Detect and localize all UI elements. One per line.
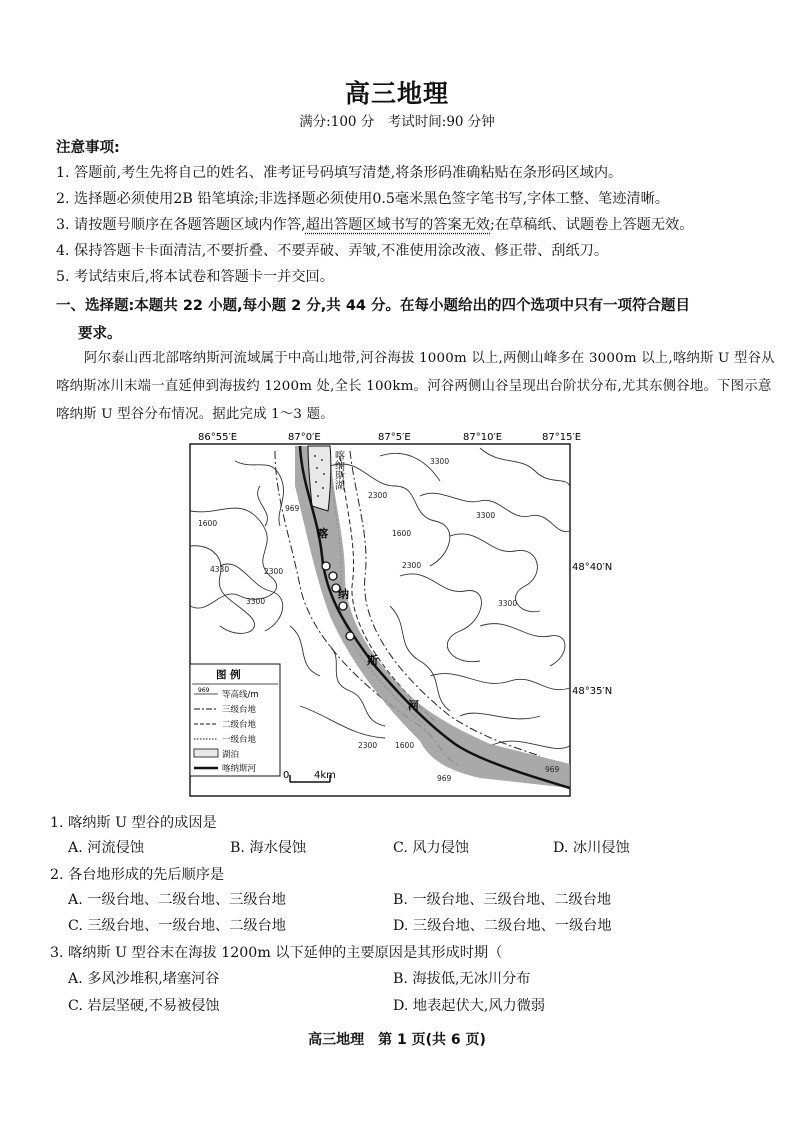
contour-label: 1600 <box>198 519 218 528</box>
map-legend <box>190 664 280 776</box>
note-2: 2. 选择题必须使用2B 铅笔填涂;非选择题必须使用0.5毫米黑色签字笔书写,字体工整、笔迹清晰。 <box>56 191 669 207</box>
scale-zero: 0 <box>283 770 290 781</box>
note-1: 1. 答题前,考生先将自己的姓名、准考证号码填写清楚,将条形码准确粘贴在条形码区域内。 <box>56 165 623 181</box>
q1-option-c: C. 风力侵蚀 <box>393 840 470 856</box>
legend-item-terrace-1: 一级台地 <box>222 735 257 745</box>
q2-option-a: A. 一级台地、二级台地、三级台地 <box>68 892 286 908</box>
q3-option-a: A. 多风沙堆积,堵塞河谷 <box>68 971 220 987</box>
section-line-2: 要求。 <box>78 326 122 342</box>
q2-option-b: B. 一级台地、三级台地、二级台地 <box>393 892 612 908</box>
note-3-part3: ;在草稿纸、试题卷上答题无效。 <box>490 217 694 233</box>
notes-heading: 注意事项: <box>56 140 120 156</box>
legend-title: 图 例 <box>216 669 241 681</box>
scale-distance: 4km <box>314 770 336 781</box>
lat-label-1: 48°40′N <box>572 562 613 573</box>
note-3-emphasis: 超出答题区域书写的答案无效 <box>305 217 491 233</box>
contour-label: 969 <box>437 774 452 783</box>
legend-item-terrace-2: 二级台地 <box>222 720 257 730</box>
river-char-3: 斯 <box>367 654 378 667</box>
contour-label: 1600 <box>392 529 412 538</box>
lake-label: 喀纳斯湖 <box>332 450 344 490</box>
contour-label: 3300 <box>430 457 450 466</box>
contour-label: 4330 <box>210 565 230 574</box>
legend-item-river: 喀纳斯河 <box>222 764 257 774</box>
legend-item-terrace-3: 三级台地 <box>222 705 257 715</box>
contour-label: 2300 <box>402 561 422 570</box>
lon-label-5: 87°15′E <box>542 432 582 443</box>
lon-label-2: 87°0′E <box>288 432 321 443</box>
lon-label-1: 86°55′E <box>198 432 238 443</box>
note-3-part1: 3. 请按题号顺序在各题答题区域内作答, <box>56 217 306 233</box>
q2-option-c: C. 三级台地、一级台地、二级台地 <box>68 918 286 934</box>
exam-subtitle: 满分:100 分 考试时间:90 分钟 <box>299 114 495 130</box>
q2-option-d: D. 三级台地、二级台地、一级台地 <box>393 918 612 934</box>
lon-label-3: 87°5′E <box>378 432 411 443</box>
contour-label: 1600 <box>395 741 415 750</box>
section-heading <box>56 292 756 348</box>
section-line-1: 一、选择题:本题共 22 小题,每小题 2 分,共 44 分。在每小题给出的四个选项中只有一项符合题目 <box>56 298 691 314</box>
q1-option-a: A. 河流侵蚀 <box>68 840 145 856</box>
q3-option-b: B. 海拔低,无冰川分布 <box>393 971 531 987</box>
exam-title: 高三地理 <box>344 79 449 108</box>
page-footer: 高三地理 第 1 页(共 6 页) <box>308 1032 486 1048</box>
q3-option-c: C. 岩层坚硬,不易被侵蚀 <box>68 998 220 1014</box>
contour-label: 969 <box>545 765 560 774</box>
river-char-2: 纳 <box>338 588 349 601</box>
contour-label: 2300 <box>358 741 378 750</box>
contour-label: 969 <box>285 504 300 513</box>
legend-item-lake: 湖泊 <box>222 750 240 760</box>
kanas-valley-map <box>180 426 613 806</box>
question-3-stem: 3. 喀纳斯 U 型谷末在海拔 1200m 以下延伸的主要原因是其形成时期（ <box>50 945 503 961</box>
contour-label: 3300 <box>498 599 518 608</box>
lat-label-2: 48°35′N <box>572 686 613 697</box>
note-5: 5. 考试结束后,将本试卷和答题卡一并交回。 <box>56 269 334 285</box>
contour-label: 3300 <box>476 511 496 520</box>
contour-label: 2300 <box>368 491 388 500</box>
question-1-stem: 1. 喀纳斯 U 型谷的成因是 <box>50 815 217 831</box>
contour-label: 3300 <box>246 597 266 606</box>
legend-contour-sample: 969 <box>198 687 210 694</box>
river-char-1: 喀 <box>317 527 328 540</box>
lon-label-4: 87°10′E <box>463 432 503 443</box>
q1-option-d: D. 冰川侵蚀 <box>553 840 630 856</box>
reading-passage: 阿尔泰山西北部喀纳斯河流域属于中高山地带,河谷海拔 1000m 以上,两侧山峰多在 3000m 以上,喀纳斯 U 型谷从喀纳斯冰川末端一直延伸到海拔约 1200m 处,全长 100km。河谷两侧山谷呈现出台阶状分布,尤其东侧谷地。下图示意喀纳斯 U 型谷分布情况。据此完成 1～3 题。 <box>56 351 775 422</box>
legend-item-contour: 等高线/m <box>222 690 259 700</box>
contour-label: 2300 <box>264 567 284 576</box>
question-2-stem: 2. 各台地形成的先后顺序是 <box>50 867 225 883</box>
q1-option-b: B. 海水侵蚀 <box>230 840 307 856</box>
note-3 <box>56 214 693 234</box>
note-4: 4. 保持答题卡卡面清洁,不要折叠、不要弄破、弄皱,不准使用涂改液、修正带、刮纸刀。 <box>56 243 609 259</box>
river-char-4: 河 <box>408 699 419 712</box>
q3-option-d: D. 地表起伏大,风力微弱 <box>393 998 546 1014</box>
